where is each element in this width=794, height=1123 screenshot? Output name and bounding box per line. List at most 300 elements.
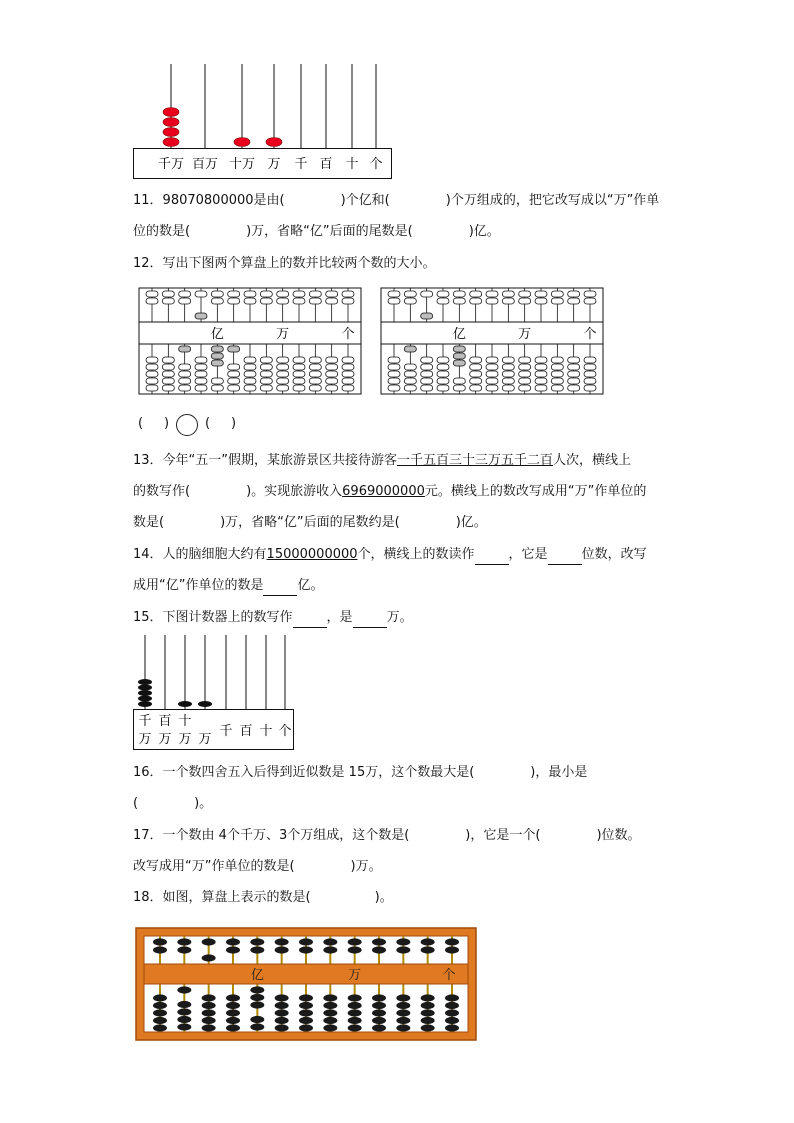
q14-text-5: 成用“亿”作单位的数是 [133,578,264,593]
lower-bead [404,371,416,377]
q13-underlined-number-1: 一千五百三十三万五千二百 [397,453,554,468]
place-label: 千万 [157,157,185,172]
upper-bead [486,298,498,304]
lower-bead [153,1024,167,1031]
q16-text-4: )。 [194,796,213,811]
lower-bead [277,385,289,391]
lower-bead [293,378,305,384]
upper-bead [260,291,272,297]
upper-bead [326,298,338,304]
lower-bead [342,385,354,391]
question-14-line-2 [133,577,324,596]
lower-bead [195,378,207,384]
upper-bead [584,291,596,297]
upper-bead [326,291,338,297]
lower-bead [551,371,563,377]
lower-bead [162,371,174,377]
lower-bead [299,1024,313,1031]
abacus-a [138,287,363,395]
lower-bead [293,364,305,370]
lower-bead [299,1009,313,1016]
bead [138,696,152,702]
q14-text-6: 亿。 [297,578,324,593]
beam-label: 万 [518,327,532,342]
abacus-beam [139,322,361,344]
lower-bead [146,371,158,377]
upper-bead [299,946,313,953]
lower-bead [228,364,240,370]
upper-bead [486,291,498,297]
lower-bead [202,1024,216,1031]
lower-bead [226,1009,240,1016]
lower-bead [421,385,433,391]
upper-bead [470,291,482,297]
upper-bead [388,298,400,304]
lower-bead [275,1009,289,1016]
lower-bead [421,357,433,363]
upper-bead [153,938,167,945]
lower-bead [146,385,158,391]
lower-bead [211,360,223,366]
lower-bead [342,371,354,377]
question-17-line-1 [133,827,641,845]
upper-bead [211,298,223,304]
upper-bead [226,946,240,953]
lower-bead [309,364,321,370]
place-label-bottom: 万 [198,732,212,747]
lower-bead [372,1024,386,1031]
lower-bead [453,378,465,384]
upper-bead [146,298,158,304]
lower-bead [535,378,547,384]
bead [178,701,192,707]
place-label: 个 [369,157,383,172]
compare-left-close: ) [164,416,170,431]
lower-bead [551,357,563,363]
upper-bead [299,938,313,945]
lower-bead [153,1009,167,1016]
lower-bead [396,1009,410,1016]
lower-bead [584,385,596,391]
upper-bead [179,291,191,297]
upper-bead [153,946,167,953]
lower-bead [388,357,400,363]
lower-bead [326,385,338,391]
q11-text-1: 11．98070800000是由( [133,193,285,208]
lower-bead [299,994,313,1001]
bead [163,128,179,137]
upper-bead [519,291,531,297]
abacus-beam [144,964,468,984]
place-label: 百万 [191,157,219,172]
upper-bead [226,938,240,945]
lower-bead [153,1002,167,1009]
q15-blank-1[interactable] [293,609,327,628]
upper-bead [211,291,223,297]
lower-bead [519,385,531,391]
upper-bead [372,946,386,953]
upper-bead [323,946,337,953]
lower-bead [502,357,514,363]
lower-bead [211,378,223,384]
lower-bead [396,1002,410,1009]
upper-bead [342,291,354,297]
lower-bead [519,371,531,377]
lower-bead [348,994,362,1001]
upper-bead [202,938,216,945]
abacus-beam [381,322,603,344]
upper-bead [388,291,400,297]
lower-bead [437,385,449,391]
lower-bead [226,994,240,1001]
question-16-line-2 [133,795,212,813]
place-label-bottom: 千 [219,724,233,739]
upper-bead [568,291,580,297]
lower-bead [244,364,256,370]
compare-right-close: ) [231,416,237,431]
upper-bead [228,298,240,304]
upper-bead [277,291,289,297]
upper-bead [277,298,289,304]
upper-bead [244,291,256,297]
lower-bead [195,364,207,370]
lower-bead [445,1017,459,1024]
upper-bead [162,291,174,297]
question-17-line-2 [133,858,382,876]
lower-bead [470,371,482,377]
upper-bead [177,938,191,945]
lower-bead [277,371,289,377]
question-18 [133,889,393,907]
beam-label: 个 [583,327,597,342]
lower-bead [177,1008,191,1015]
upper-bead [275,938,289,945]
lower-bead [486,385,498,391]
question-14-line-1 [133,546,647,565]
q12-text: 12．写出下图两个算盘上的数并比较两个数的大小。 [133,256,436,271]
upper-bead [293,291,305,297]
lower-bead [404,378,416,384]
upper-bead [535,291,547,297]
lower-bead [153,1017,167,1024]
lower-bead [177,1001,191,1008]
lower-bead [437,371,449,377]
lower-bead [162,357,174,363]
compare-row [138,413,248,435]
bead [138,701,152,707]
place-label: 万 [267,157,281,172]
lower-bead [421,994,435,1001]
q16-text-3: ( [133,796,139,811]
lower-bead [568,378,580,384]
lower-bead [260,378,272,384]
q17-text-3: )位数。 [596,828,641,843]
lower-bead [179,346,191,352]
lower-bead [250,994,264,1001]
upper-bead [437,298,449,304]
lower-bead [177,1023,191,1030]
lower-bead [202,1002,216,1009]
lower-bead [348,1024,362,1031]
lower-bead [275,1024,289,1031]
bead [234,138,250,147]
lower-bead [486,371,498,377]
abacus-wooden [135,927,479,1043]
upper-bead [470,298,482,304]
upper-bead [309,298,321,304]
lower-bead [568,385,580,391]
question-13-line-1 [133,452,631,470]
lower-bead [396,994,410,1001]
lower-bead [388,364,400,370]
lower-bead [568,364,580,370]
lower-bead [584,371,596,377]
lower-bead [309,378,321,384]
upper-bead [323,938,337,945]
lower-bead [326,378,338,384]
lower-bead [404,346,416,352]
lower-bead [437,357,449,363]
lower-bead [293,385,305,391]
upper-bead [275,946,289,953]
beam-label: 个 [341,327,355,342]
lower-bead [260,357,272,363]
q11-text-6: )亿。 [468,224,500,239]
question-12 [133,255,436,273]
lower-bead [323,1024,337,1031]
upper-bead [502,291,514,297]
lower-bead [388,385,400,391]
lower-bead [486,364,498,370]
lower-bead [260,364,272,370]
lower-bead [228,385,240,391]
lower-bead [228,371,240,377]
lower-bead [519,378,531,384]
lower-bead [388,378,400,384]
lower-bead [211,346,223,352]
lower-bead [372,1017,386,1024]
lower-bead [177,986,191,993]
lower-bead [299,1017,313,1024]
lower-bead [293,371,305,377]
lower-bead [421,1017,435,1024]
upper-bead [445,946,459,953]
lower-bead [421,1024,435,1031]
upper-bead [502,298,514,304]
lower-bead [146,357,158,363]
bead [163,108,179,117]
q13-underlined-number-2: 6969000000 [342,484,425,499]
lower-bead [326,364,338,370]
q17-text-2: )，它是一个( [465,828,541,843]
lower-bead [445,994,459,1001]
upper-bead [437,291,449,297]
lower-bead [202,994,216,1001]
lower-bead [502,385,514,391]
lower-bead [470,357,482,363]
lower-bead [244,378,256,384]
lower-bead [342,378,354,384]
place-label: 十万 [228,157,256,172]
lower-bead [453,353,465,359]
beam-label: 亿 [250,968,264,983]
lower-bead [177,1016,191,1023]
q14-text-2: 个，横线上的数读作 [357,547,475,562]
q11-text-3: )个万组成的，把它改写成以“万”作单 [445,193,660,208]
upper-bead [342,298,354,304]
q13-text-8: )亿。 [455,515,487,530]
lower-bead [568,371,580,377]
upper-bead [309,291,321,297]
lower-bead [244,371,256,377]
q13-text-6: 数是( [133,515,165,530]
lower-bead [584,364,596,370]
upper-bead [396,946,410,953]
lower-bead [551,385,563,391]
upper-bead [293,298,305,304]
lower-bead [453,385,465,391]
lower-bead [326,357,338,363]
lower-bead [277,357,289,363]
lower-bead [275,994,289,1001]
q17-text-4: 改写成用“万”作单位的数是( [133,859,295,874]
q13-text-4: )。实现旅游收入 [246,484,343,499]
abacus-b [380,287,605,395]
lower-bead [388,371,400,377]
lower-bead [226,1017,240,1024]
lower-bead [228,378,240,384]
lower-bead [162,385,174,391]
q13-text-2: 人次，横线上 [553,453,632,468]
lower-bead [211,353,223,359]
lower-bead [323,1002,337,1009]
compare-circle[interactable] [176,414,198,436]
lower-bead [421,371,433,377]
upper-bead [372,938,386,945]
lower-bead [348,1017,362,1024]
upper-bead [404,298,416,304]
lower-bead [551,364,563,370]
lower-bead [260,371,272,377]
lower-bead [153,994,167,1001]
upper-bead [195,313,207,319]
lower-bead [372,1009,386,1016]
upper-bead [519,298,531,304]
q11-text-5: )万，省略“亿”后面的尾数是( [246,224,413,239]
lower-bead [323,1017,337,1024]
lower-bead [162,364,174,370]
question-15 [133,609,413,628]
q18-text-1: 18．如图，算盘上表示的数是( [133,890,311,905]
place-label-bottom: 个 [278,724,292,739]
lower-bead [342,364,354,370]
lower-bead [437,364,449,370]
lower-bead [202,1017,216,1024]
lower-bead [244,357,256,363]
upper-bead [453,291,465,297]
lower-bead [195,371,207,377]
lower-bead [535,364,547,370]
lower-bead [396,1017,410,1024]
lower-bead [260,385,272,391]
lower-bead [470,378,482,384]
lower-bead [519,357,531,363]
beam-label: 亿 [210,327,224,342]
q14-blank-1[interactable] [475,546,509,565]
lower-bead [453,346,465,352]
lower-bead [250,1023,264,1030]
q13-text-3: 的数写作( [133,484,191,499]
lower-bead [421,1002,435,1009]
q14-blank-3[interactable] [263,577,297,596]
lower-bead [421,1009,435,1016]
lower-bead [195,357,207,363]
lower-bead [323,1009,337,1016]
compare-right-open: ( [205,416,211,431]
q15-blank-2[interactable] [353,609,387,628]
lower-bead [396,1024,410,1031]
q14-text-3: ，它是 [508,547,548,562]
upper-bead [162,298,174,304]
lower-bead [421,364,433,370]
bead [163,118,179,127]
lower-bead [519,364,531,370]
lower-bead [309,357,321,363]
upper-bead [146,291,158,297]
lower-bead [275,1017,289,1024]
upper-bead [453,298,465,304]
place-label-bottom: 万 [138,732,152,747]
lower-bead [445,1002,459,1009]
lower-bead [372,994,386,1001]
place-label-top: 百 [158,714,172,729]
place-label: 千 [294,157,308,172]
question-11-line-2 [133,223,500,241]
upper-bead [348,938,362,945]
upper-bead [421,938,435,945]
q16-text-2: )，最小是 [530,765,588,780]
q11-text-4: 位的数是( [133,224,191,239]
place-label-bottom: 万 [158,732,172,747]
place-label-bottom: 百 [239,724,253,739]
lower-bead [162,378,174,384]
upper-bead [396,938,410,945]
question-16-line-1 [133,764,587,782]
q14-blank-2[interactable] [548,546,582,565]
lower-bead [226,1002,240,1009]
lower-bead [342,357,354,363]
place-label: 十 [345,157,359,172]
lower-bead [195,385,207,391]
lower-bead [211,385,223,391]
lower-bead [277,364,289,370]
counter-q15 [133,633,297,751]
beam-label: 个 [442,968,456,983]
upper-bead [404,291,416,297]
lower-bead [309,385,321,391]
lower-bead [323,994,337,1001]
place-label-bottom: 十 [259,724,273,739]
lower-bead [445,1024,459,1031]
lower-bead [348,1009,362,1016]
lower-bead [502,371,514,377]
upper-bead [228,291,240,297]
lower-bead [277,378,289,384]
lower-bead [348,1002,362,1009]
upper-bead [195,291,207,297]
bead [198,701,212,707]
lower-bead [404,364,416,370]
